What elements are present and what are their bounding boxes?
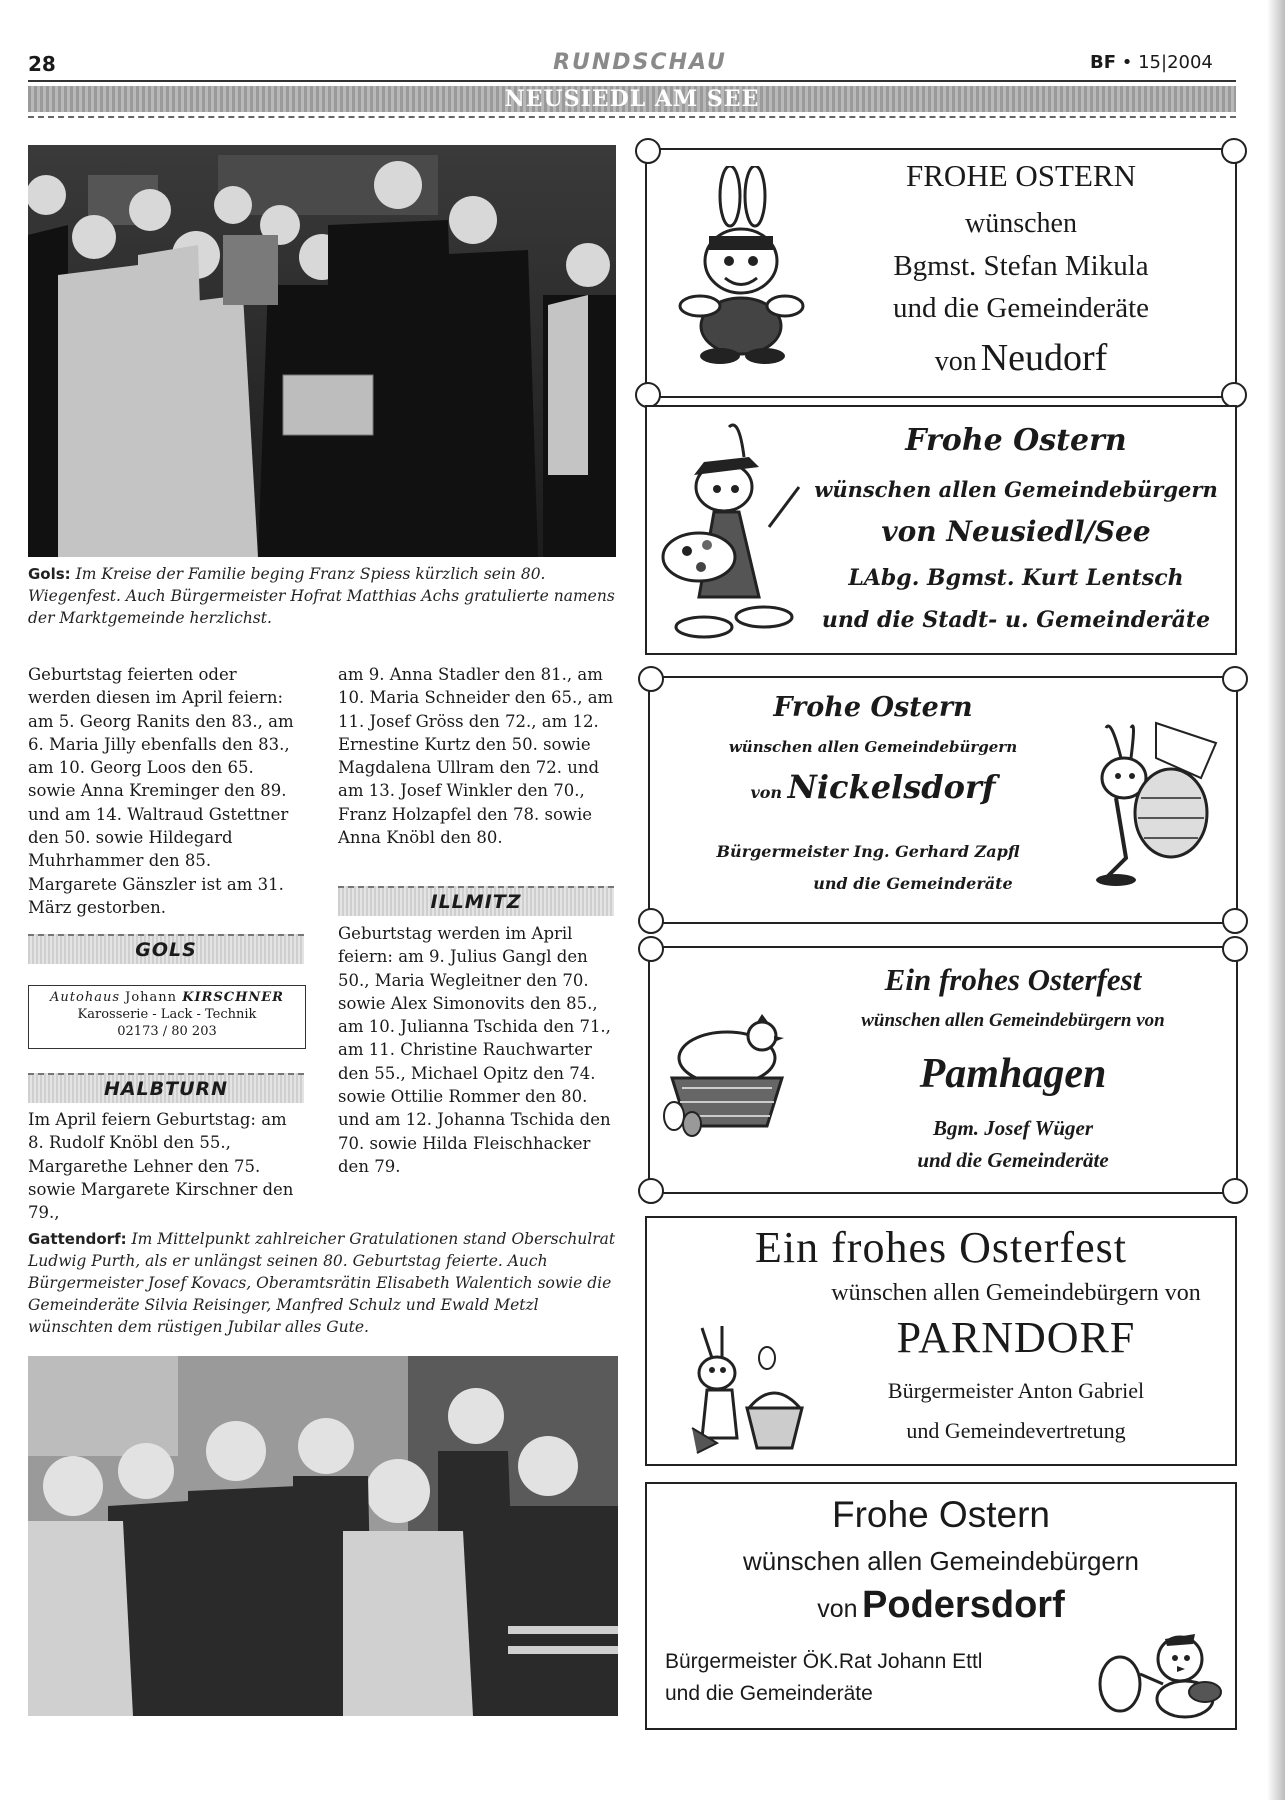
hen-basket-icon — [662, 1008, 792, 1138]
parndorf-line2: wünschen allen Gemeindebürgern von — [831, 1280, 1201, 1306]
birthday-list-mid: am 9. Anna Stadler den 81., am 10. Maria Schneider den 65., am 11. Josef Gröss den 72., am 12. Ernestine Kurtz den 50. sowie Magdalena Ullram den 72. und am 13. Josef Winkler den 70., Franz Holzapfel den 78. sowie Anna Knöbl den 80. — [338, 665, 614, 848]
kirschner-ad-name: Autohaus Johann KIRSCHNER — [50, 990, 284, 1005]
pamhagen-line3: Pamhagen — [919, 1051, 1107, 1097]
neusiedl-line1: Frohe Ostern — [905, 423, 1127, 458]
caption-lead: Gattendorf: — [28, 1230, 127, 1248]
birthday-list-halbturn: Im April feiern Geburtstag: am 8. Rudolf Knöbl den 55., Margarethe Lehner den 75. sowie Margarete Kirschner den 79., — [28, 1110, 294, 1223]
neudorf-line1: FROHE OSTERN — [906, 158, 1136, 193]
ad-corner-cut — [638, 666, 664, 692]
ad-parndorf — [645, 1216, 1237, 1466]
bunny-with-egg-icon — [1086, 718, 1226, 888]
podersdorf-line3: von Podersdorf — [817, 1584, 1065, 1626]
header-rule — [28, 80, 1236, 82]
neudorf-line3: Bgmst. Stefan Mikula — [893, 250, 1149, 282]
scan-edge-shadow — [1267, 0, 1285, 1800]
ad-corner-cut — [1222, 666, 1248, 692]
heading-gols: GOLS — [28, 934, 304, 964]
ad-nickelsdorf — [648, 676, 1238, 924]
ad-corner-cut — [1222, 1178, 1248, 1204]
birthday-list-left: Geburtstag feierten oder werden diesen im April feiern: am 5. Georg Ranits den 83., am 6. Maria Jilly ebenfalls den 83., am 10. Georg Loos den 65. sowie Anna Kreminger den 89. und am 14. Waltraud Gstettner den 50. sowie Hildegard Muhrhammer den 85. Margarete Gänszler ist am 31. März gestorben. — [28, 665, 294, 917]
birthday-list-illmitz: Geburtstag werden im April feiern: am 9. Julius Gangl den 50., Maria Wegleitner den 70. sowie Alex Simonovits den 85., am 10. Julianna Tschida den 71., am 11. Christine Rauchwarter den 55., Michael Opitz den 74. sowie Ottilie Rommer den 80. und am 12. Johanna Tschida den 70. sowie Hilda Fleischhacker den 79. — [338, 924, 611, 1176]
neusiedl-line5: und die Stadt- u. Gemeinderäte — [821, 607, 1211, 633]
parndorf-line1: Ein frohes Osterfest — [755, 1223, 1127, 1272]
pamhagen-line2: wünschen allen Gemeindebürgern von — [861, 1010, 1165, 1031]
pamhagen-line1: Ein frohes Osterfest — [884, 962, 1142, 997]
pamhagen-line4: Bgm. Josef Wüger — [932, 1116, 1094, 1140]
nickelsdorf-line4: Bürgermeister Ing. Gerhard Zapfl — [716, 842, 1020, 861]
publication-name: BF — [1090, 52, 1117, 73]
parndorf-line4: Bürgermeister Anton Gabriel — [887, 1378, 1145, 1403]
nickelsdorf-line2: wünschen allen Gemeindebürgern — [728, 738, 1018, 756]
kirschner-ad — [28, 985, 306, 1049]
issue-info — [1090, 52, 1213, 73]
neudorf-line4: und die Gemeinderäte — [892, 292, 1150, 324]
section-title: RUNDSCHAU — [553, 50, 727, 75]
ad-corner-cut — [1222, 908, 1248, 934]
ad-neusiedl — [645, 405, 1237, 655]
caption-lead: Gols: — [28, 565, 71, 583]
neusiedl-line4: LAbg. Bgmst. Kurt Lentsch — [848, 565, 1184, 591]
neudorf-line5: von Neudorf — [934, 337, 1108, 379]
gattendorf-group-photo — [28, 1356, 618, 1716]
gattendorf-caption — [28, 1228, 616, 1338]
issue-number: 15|2004 — [1138, 52, 1213, 73]
neusiedl-line2: wünschen allen Gemeindebürgern — [814, 477, 1218, 502]
heading-illmitz: ILLMITZ — [338, 886, 614, 916]
podersdorf-line2: wünschen allen Gemeindebürgern — [742, 1546, 1140, 1576]
painter-bunny-icon — [659, 417, 809, 642]
neudorf-line2: wünschen — [965, 208, 1077, 239]
issue-separator: • — [1121, 52, 1133, 73]
ad-corner-cut — [638, 1178, 664, 1204]
ad-podersdorf — [645, 1482, 1237, 1730]
nickelsdorf-line5: und die Gemeinderäte — [813, 874, 1013, 893]
ad-neudorf — [645, 148, 1237, 398]
ad-corner-cut — [638, 936, 664, 962]
ad-corner-cut — [638, 908, 664, 934]
podersdorf-line1: Frohe Ostern — [832, 1494, 1050, 1535]
dashed-divider — [28, 116, 1236, 118]
heading-halbturn: HALBTURN — [28, 1073, 304, 1103]
podersdorf-line5: und die Gemeinderäte — [665, 1682, 873, 1705]
kirschner-ad-services: Karosserie - Lack - Technik — [77, 1007, 257, 1022]
kirschner-ad-phone: 02173 / 80 203 — [117, 1024, 217, 1039]
ad-pamhagen — [648, 946, 1238, 1194]
bunny-illustration-icon — [675, 166, 805, 366]
podersdorf-line4: Bürgermeister ÖK.Rat Johann Ettl — [665, 1650, 983, 1673]
nickelsdorf-line3: von Nickelsdorf — [750, 768, 996, 806]
parndorf-line3: PARNDORF — [896, 1313, 1136, 1362]
parndorf-line5: und Gemeindevertretung — [906, 1418, 1126, 1443]
caption-text: Im Mittelpunkt zahlreicher Gratulationen stand Oberschulrat Ludwig Purth, als er unlängst seinen 80. Geburtstag feierte. Auch Bürgermeister Josef Kovacs, Oberamtsrätin Elisabeth Walentich sowie die Gemeinderäte Silvia Reisinger, Manfred Schulz und Ewald Metzl wünschten dem rüstigen Jubilar alles Gute. — [28, 1230, 616, 1336]
ad-corner-cut — [635, 138, 661, 164]
ad-corner-cut — [1222, 936, 1248, 962]
caption-text: Im Kreise der Familie beging Franz Spiess kürzlich sein 80. Wiegenfest. Auch Bürgermeister Hofrat Matthias Achs gratulierte namens der Marktgemeinde herzlichst. — [28, 565, 615, 627]
bunny-basket-icon — [677, 1318, 807, 1458]
nickelsdorf-line1: Frohe Ostern — [773, 692, 973, 723]
page-number: 28 — [28, 52, 56, 76]
neusiedl-line3: von Neusiedl/See — [881, 515, 1151, 548]
chick-painting-egg-icon — [1095, 1614, 1225, 1724]
gols-photo-caption — [28, 563, 616, 629]
gols-group-photo — [28, 145, 616, 557]
pamhagen-line5: und die Gemeinderäte — [917, 1148, 1109, 1172]
region-bar: NEUSIEDL AM SEE — [28, 86, 1236, 112]
